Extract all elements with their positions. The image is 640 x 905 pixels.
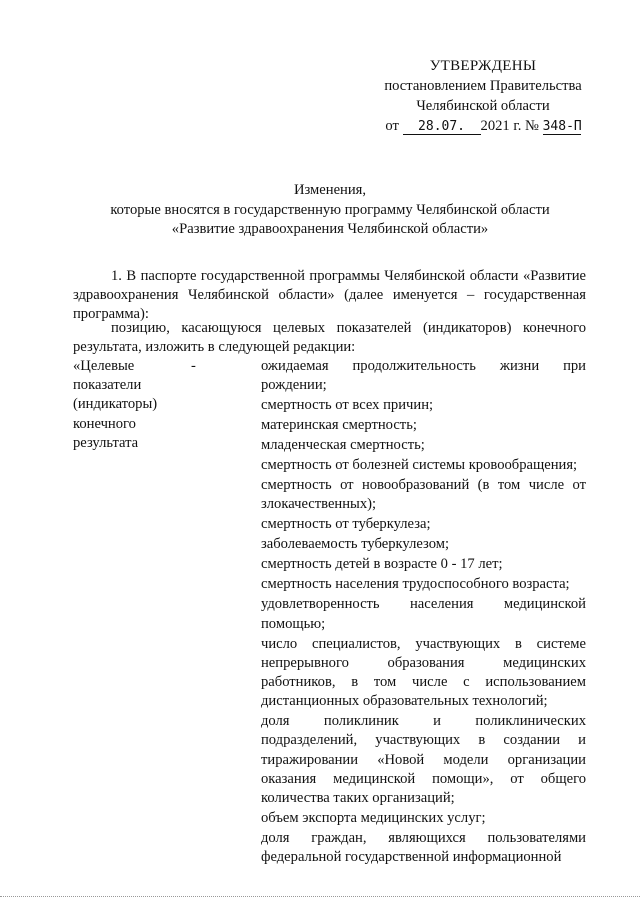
- indicator-item: число специалистов, участвующих в системе непрерывного образования медицинских работников, в том числе с использованием дистанционных образовательных технологий;: [261, 635, 586, 710]
- approval-line-2: Челябинской области: [416, 98, 550, 114]
- paragraph-1: 1. В паспорте государственной программы Челябинской области «Развитие здравоохранения Челябинской области» (далее именуется – государственная программа):: [73, 268, 586, 322]
- indicator-item: смертность населения трудоспособного возраста;: [261, 576, 570, 593]
- approval-heading: УТВЕРЖДЕНЫ: [429, 58, 537, 74]
- scan-edge-line: [0, 896, 640, 901]
- document-title: [60, 181, 600, 240]
- indicator-item: объем экспорта медицинских услуг;: [261, 810, 486, 827]
- indicator-item: смертность от новообразований (в том числе от злокачественных);: [261, 477, 586, 513]
- indicator-item: смертность от туберкулеза;: [261, 516, 431, 533]
- left-cell-line: «Целевые: [73, 358, 135, 374]
- left-cell-line: результата: [73, 434, 139, 451]
- indicator-item: ожидаемая продолжительность жизни при рождении;: [261, 358, 586, 394]
- indicator-item: доля граждан, являющихся пользователями федеральной государственной информационной: [261, 830, 586, 866]
- indicator-item: смертность от всех причин;: [261, 397, 434, 414]
- title-line-1: Изменения,: [293, 182, 367, 198]
- approval-date-line: [378, 116, 588, 136]
- indicator-item: материнская смертность;: [261, 417, 417, 434]
- title-line-3: «Развитие здравоохранения Челябинской области»: [171, 221, 489, 237]
- year-number-text: 2021 г. №: [480, 118, 539, 134]
- indicator-list: [261, 357, 586, 868]
- approval-block: [378, 56, 588, 136]
- paragraph-2: позицию, касающуюся целевых показателей (индикаторов) конечного результата, изложить в следующей редакции:: [73, 320, 586, 355]
- left-cell-line: конечного: [73, 415, 136, 432]
- indicator-item: удовлетворенность населения медицинской помощью;: [261, 596, 586, 632]
- indicator-item: заболеваемость туберкулезом;: [261, 536, 450, 553]
- approval-line-1: постановлением Правительства: [384, 78, 582, 94]
- indicator-item: младенческая смертность;: [261, 437, 425, 454]
- date-prefix: от: [385, 118, 399, 134]
- indicator-item: смертность от болезней системы кровообращения;: [261, 457, 578, 474]
- table-dash: -: [191, 358, 196, 374]
- left-cell-line: (индикаторы): [73, 396, 158, 413]
- table-left-column: [73, 357, 173, 453]
- title-line-2: которые вносятся в государственную программу Челябинской области: [110, 201, 550, 218]
- left-cell-line: показатели: [73, 377, 142, 394]
- indicator-item: доля поликлиник и поликлинических подразделений, участвующих в создании и тиражировании «Новой модели организации оказания медицинской помощи», от общего количества таких организаций;: [261, 713, 586, 807]
- handwritten-date: 28.07.: [403, 119, 481, 135]
- handwritten-number: 348-П: [542, 119, 582, 134]
- indicator-item: смертность детей в возрасте 0 - 17 лет;: [261, 556, 503, 573]
